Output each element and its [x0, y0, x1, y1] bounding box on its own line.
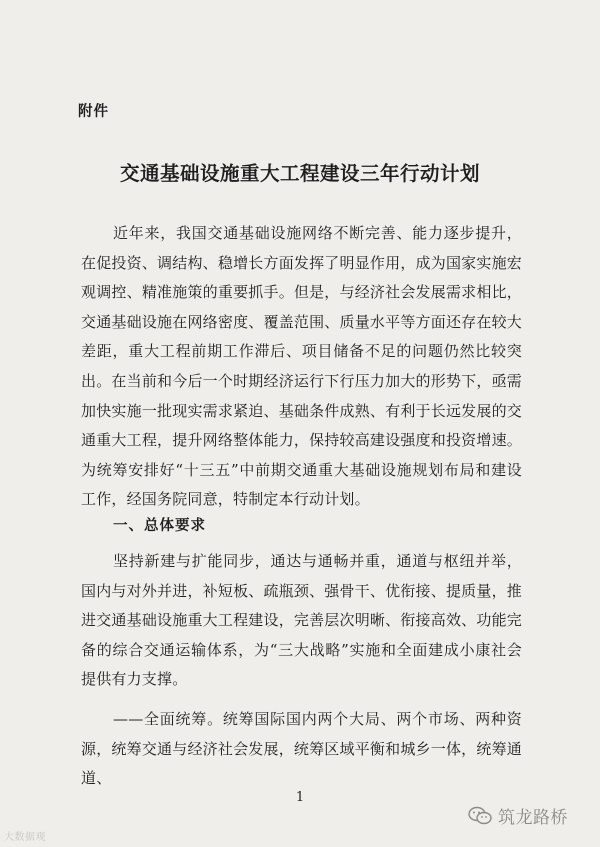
watermark-right — [468, 803, 568, 828]
section-heading: 一、总体要求 — [113, 518, 206, 534]
paragraph-overall-planning: ——全面统筹。统筹国际国内两个大局、两个市场、两种资源，统筹交通与经济社会发展，统筹区域平衡和城乡一体，统筹通道、 — [81, 710, 522, 788]
attachment-label: 附件 — [78, 104, 109, 120]
wechat-icon — [468, 806, 492, 826]
watermark-left — [4, 828, 46, 843]
page-number: 1 — [295, 790, 305, 805]
document-title: 交通基础设施重大工程建设三年行动计划 — [119, 162, 480, 185]
paragraph-intro: 近年来，我国交通基础设施网络不断完善、能力逐步提升，在促投资、调结构、稳增长方面发挥了明显作用，成为国家实施宏观调控、精准施策的重要抓手。但是，与经济社会发展需求相比，交通基础设施在网络密度、覆盖范围、质量水平等方面还存在较大差距，重大工程前期工作滞后、项目储备不足的问题仍然比较突出。在当前和今后一个时期经济运行下行压力加大的形势下，亟需加快实施一批现实需求紧迫、基础条件成熟、有利于长远发展的交通重大工程，提升网络整体能力，保持较高建设强度和投资增速。为统筹安排好“十三五”中前期交通重大基础设施规划布局和建设工作，经国务院同意，特制定本行动计划。 — [81, 224, 522, 509]
paragraph-requirements: 坚持新建与扩能同步，通达与通畅并重，通道与枢纽并举，国内与对外并进，补短板、疏瓶颈、强骨干、优衔接、提质量，推进交通基础设施重大工程建设，完善层次明晰、衔接高效、功能完备的综合交通运输体系，为“三大战略”实施和全面建成小康社会提供有力支撑。 — [81, 552, 522, 689]
watermark-left-text: 大数据观 — [4, 832, 46, 843]
watermark-right-text: 筑龙路桥 — [498, 808, 568, 828]
